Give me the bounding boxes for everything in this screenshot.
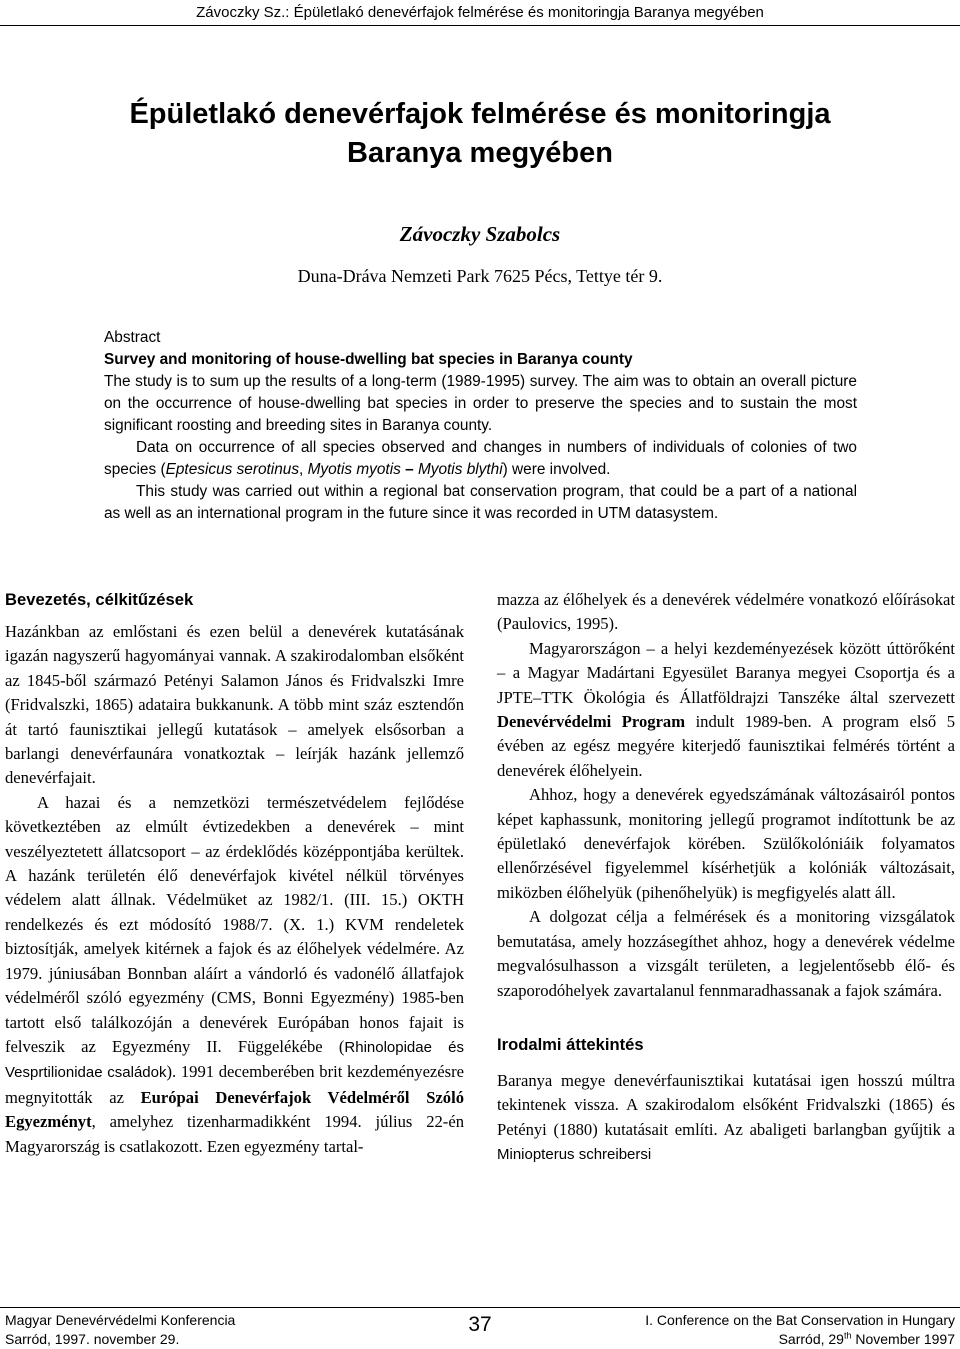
page-number: 37 bbox=[468, 1313, 492, 1336]
abstract-text: – bbox=[400, 461, 418, 478]
abstract-paragraph-1: The study is to sum up the results of a long-term (1989-1995) survey. The aim was to obtain an overall picture on the occurrence of house-dwelling bat species in order to preserve the species and to sustain the most significant roosting and breeding sites in Baranya county. bbox=[104, 373, 857, 434]
abstract-text: ) were involved. bbox=[502, 461, 611, 478]
intro-paragraph-5: A dolgozat célja a felmérések és a monitoring vizsgálatok bemutatása, amely hozzásegíthet ahhoz, hogy a denevérek védelme megvalósulhasson a vizsgált területen, a legjelentősebb élő- és szaporodóhelyek zavartalanul fennmaradhassanak a fajok számára. bbox=[497, 907, 955, 1000]
running-header: Závoczky Sz.: Épületlakó denevérfajok felmérése és monitoringja Baranya megyében bbox=[196, 4, 764, 21]
body-text: indult 1989-ben. A program első 5 évében az egész megyére kiterjedő faunisztikai felmérés történt a denevérek élőhelyein. bbox=[497, 712, 956, 780]
intro-paragraph-2-continued: mazza az élőhelyek és a denevérek védelmére vonatkozó előírásokat (Paulovics, 1995). bbox=[497, 590, 955, 634]
footer-conference-en: I. Conference on the Bat Conservation in Hungary bbox=[645, 1312, 955, 1328]
ordinal-suffix: th bbox=[843, 1330, 852, 1341]
body-text: Magyarországon – a helyi kezdeményezések között úttörőként – a Magyar Madártani Egyesület Baranya megyei Csoportja és a JPTE–TTK Ökológia és Állatföldrajzi Tanszéke által szervezett bbox=[497, 638, 955, 707]
abstract-text: , bbox=[299, 461, 308, 478]
body-text: A hazai és a nemzetközi természetvédelem fejlődése következtében az elmúlt évtizedekben a denevérek – mint veszélyeztetett állatcsoport – az érdeklődés középpontjába kerültek. A hazánk területén élő denevérfajok kivétel nélkül törvényes védelem alatt állnak. Védelmüket az 1982/1. (III. 15.) OKTH rendelkezés és ezt módosító 1988/7. (X. 1.) KVM rendeletek biztosítják, amelyek kitérnek a fajok és az élőhelyek védelmére. Az 1979. júniusában Bonnban aláírt a vándorló és vadonélő állatfajok védelméről szóló egyezmény (CMS, Bonni Egyezmény) 1985-ben tartott első találkozóján a denevérek Európában honos fajait is felveszik az Egyezmény II. Függelékébe ( bbox=[5, 792, 464, 1056]
intro-paragraph-2 bbox=[5, 791, 464, 1159]
section-heading-literature: Irodalmi áttekintés bbox=[497, 1034, 644, 1054]
abstract-heading: Survey and monitoring of house-dwelling bat species in Baranya county bbox=[104, 351, 633, 368]
intro-paragraph-4: Ahhoz, hogy a denevérek egyedszámának változásairól pontos képet kaphassunk, monitoring jellegű programot indítottunk be az épületlakó denevérfajok körében. Szülőkolóniáik folyamatos ellenőrzésével figyelemmel kísérhetjük a kolóniák változásait, miközben élőhelyük (pihenőhelyük) is megfigyelés alatt áll. bbox=[497, 785, 955, 902]
body-text: ). 1991 decemberében brit kezdeményezésre megnyitották az bbox=[5, 1062, 465, 1107]
footer-divider bbox=[0, 1307, 960, 1308]
family-names: Rhinolopidae és Vesprtilionidae családok bbox=[5, 1038, 465, 1082]
species-name: Myotis blythi bbox=[417, 461, 503, 478]
body-text: , amelyhez tizenharmadikként 1994. július 22-én Magyarország is csatlakozott. Ezen egyezmény tartal- bbox=[5, 1112, 464, 1156]
species-name: Myotis myotis bbox=[307, 461, 401, 478]
convention-name: Európai Denevérfajok Védelméről Szóló Egyezményt bbox=[5, 1087, 464, 1132]
abstract-paragraph-3: This study was carried out within a regional bat conservation program, that could be a part of a national as well as an international program in the future since it was recorded in UTM datasystem. bbox=[104, 483, 857, 522]
footer-date-en bbox=[645, 1330, 955, 1349]
header-divider bbox=[0, 25, 960, 26]
literature-paragraph-1 bbox=[497, 1069, 955, 1168]
author-affiliation: Duna-Dráva Nemzeti Park 7625 Pécs, Tettye tér 9. bbox=[297, 266, 663, 286]
program-name: Denevérvédelmi Program bbox=[497, 712, 686, 732]
section-heading-introduction: Bevezetés, célkitűzések bbox=[5, 590, 194, 609]
footer-date-text: Sarród, 29 bbox=[778, 1331, 844, 1347]
species-name: Miniopterus schreibersi bbox=[497, 1146, 652, 1164]
intro-paragraph-3 bbox=[497, 637, 955, 783]
body-text: Baranya megye denevérfaunisztikai kutatásai igen hosszú múltra tekintenek vissza. A szakirodalom elsőként Fridvalszki (1865) és Petényi (1880) kutatásait említi. Az abaligeti barlangban gyűjtik a bbox=[497, 1070, 955, 1139]
abstract bbox=[104, 327, 857, 525]
footer-conference-hu: Magyar Denevérvédelmi Konferencia bbox=[5, 1312, 236, 1328]
footer-date-hu: Sarród, 1997. november 29. bbox=[5, 1331, 180, 1347]
footer-date-text: November 1997 bbox=[851, 1331, 955, 1347]
left-column bbox=[5, 588, 464, 1159]
intro-paragraph-1: Hazánkban az emlőstani és ezen belül a denevérek kutatásának igazán nagyszerű hagyományai vannak. A szakirodalomban elsőként az 1845-ből származó Petényi Salamon János és Fridvalszki Imre (Fridvalszki, 1865) adataira bukkanunk. A több mint száz esztendőn át tartó faunisztikai jellegű kutatások – amelyek elsősorban a barlangi denevérfaunára vonatkoztak – leírják hazánk jellemző denevérfajait. bbox=[5, 622, 464, 788]
abstract-label: Abstract bbox=[104, 329, 161, 346]
author-name: Závoczky Szabolcs bbox=[399, 222, 561, 246]
page-footer bbox=[0, 1309, 960, 1347]
species-name: Eptesicus serotinus bbox=[165, 461, 300, 478]
abstract-text: Data on occurrence of all species observed and changes in numbers of individuals of colonies of two species ( bbox=[104, 439, 857, 478]
right-column bbox=[497, 588, 955, 1168]
abstract-paragraph-2 bbox=[104, 437, 857, 481]
paper-title bbox=[0, 95, 960, 173]
title-line-2: Baranya megyében bbox=[347, 137, 613, 169]
footer-right bbox=[645, 1311, 955, 1349]
title-line-1: Épületlakó denevérfajok felmérése és monitoringja bbox=[129, 98, 831, 130]
